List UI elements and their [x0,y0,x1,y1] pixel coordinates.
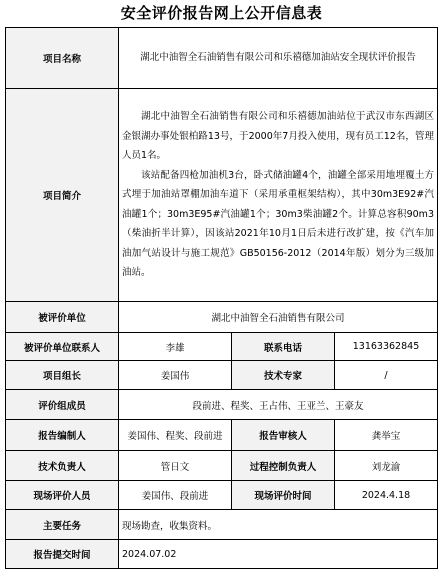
submission-label: 报告提交时间 [6,540,119,569]
submission-value: 2024.07.02 [119,540,438,569]
contact-label: 被评价单位联系人 [6,333,119,361]
project-intro-paragraph-2: 该站配备四枪加油机3台，卧式储油罐4个，油罐全部采用地埋覆土方式埋于加油站罩棚加油车道下（采用承重框架结构），其中30m3E92#汽油罐1个；30m3E95#汽油罐1个；30m3柴油罐2个。计算总容积90m3（柴油折半计算），因该站2021年10月1日后未进行改扩建，按《汽车加油加气站设计与施工规范》GB50156-2012（2014年版）划分为三级加油站。 [122,169,434,279]
row-tech-lead [6,451,438,481]
report-compiler-value: 姜国伟、程奖、段前进 [119,420,232,451]
tech-lead-label: 技术负责人 [6,451,119,481]
report-compiler-label: 报告编制人 [6,420,119,451]
project-intro-label: 项目简介 [6,89,119,302]
main-tasks-value: 现场勘查，收集资料。 [119,510,438,540]
row-team-members [6,390,438,420]
site-eval-time-value: 2024.4.18 [335,481,438,510]
report-reviewer-value: 龚举宝 [335,420,438,451]
team-members-value: 段前进、程奖、王占伟、王亚兰、王豪友 [119,390,438,420]
tech-lead-value: 管日文 [119,451,232,481]
project-intro-paragraph-1: 湖北中油智全石油销售有限公司和乐禧德加油站位于武汉市东西湖区金银湖办事处银柏路13号，于2000年7月投入使用，现有员工12名，管理人员1名。 [122,111,434,162]
row-contact [6,333,438,361]
evaluated-unit-label: 被评价单位 [6,302,119,333]
info-table [5,27,438,569]
report-reviewer-label: 报告审核人 [232,420,335,451]
site-eval-label: 现场评价人员 [6,481,119,510]
row-project-intro [6,89,438,302]
row-team-leader [6,361,438,390]
process-control-label: 过程控制负责人 [232,451,335,481]
row-evaluated-unit [6,302,438,333]
main-tasks-label: 主要任务 [6,510,119,540]
tech-expert-value: / [335,361,438,390]
site-eval-time-label: 现场评价时间 [232,481,335,510]
phone-value: 13163362845 [335,333,438,361]
phone-label: 联系电话 [232,333,335,361]
contact-name: 李雄 [119,333,232,361]
project-intro-value [119,89,438,302]
team-leader-value: 姜国伟 [119,361,232,390]
row-project-name [6,28,438,89]
evaluated-unit-value: 湖北中油智全石油销售有限公司 [119,302,438,333]
team-members-label: 评价组成员 [6,390,119,420]
team-leader-label: 项目组长 [6,361,119,390]
project-name-label: 项目名称 [6,28,119,89]
page-title: 安全评价报告网上公开信息表 [120,4,323,22]
process-control-value: 刘龙渝 [335,451,438,481]
project-name-value: 湖北中油智全石油销售有限公司和乐禧德加油站安全现状评价报告 [119,28,438,89]
row-main-tasks [6,510,438,540]
tech-expert-label: 技术专家 [232,361,335,390]
row-report-compiler [6,420,438,451]
row-submission [6,540,438,569]
site-eval-value: 姜国伟、段前进 [119,481,232,510]
row-site-eval [6,481,438,510]
